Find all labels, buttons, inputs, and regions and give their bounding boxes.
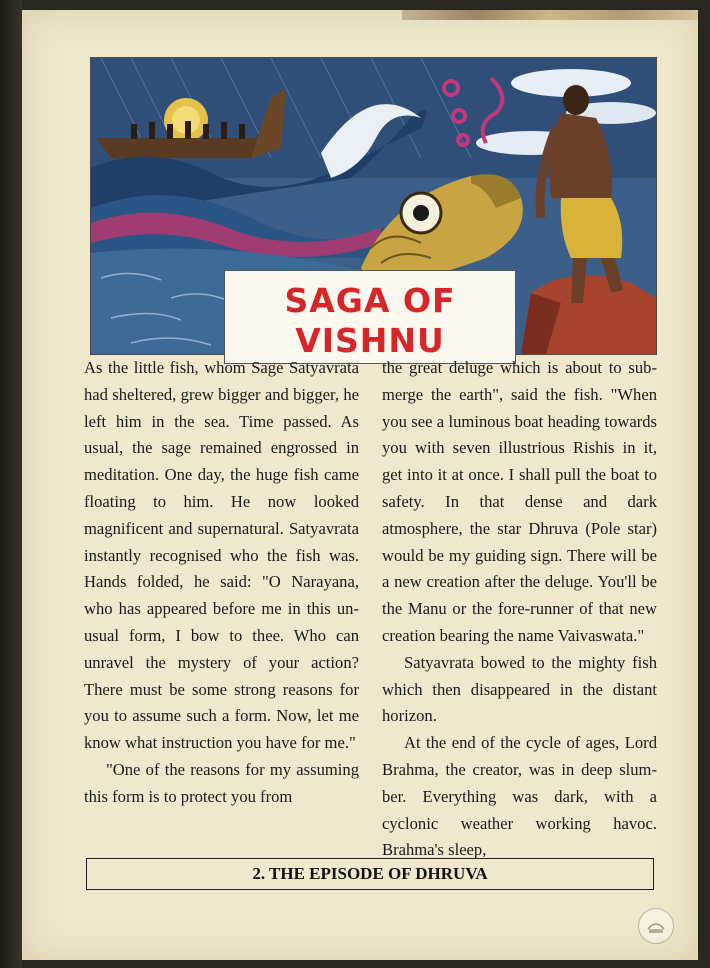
- title-box: [224, 270, 516, 364]
- paragraph: Satyavrata bowed to the mighty fish which then disappeared in the distant horizon.: [382, 652, 657, 726]
- story-column-right: [382, 355, 657, 864]
- story-column-left: [84, 355, 359, 811]
- paragraph: "One of the reasons for my assuming this form is to protect you from: [84, 759, 359, 806]
- paragraph: At the end of the cycle of ages, Lord Brahma, the creator, was in deep slumber. Everything was dark, with a cyclonic weather working havoc. Brahma's sleep,: [382, 733, 657, 860]
- paragraph: As the little fish, whom Sage Satyavrata had sheltered, grew bigger and bigger, he left him in the sea. Time passed. As usual, the sage remained engrossed in meditation. One day, the huge fish came floating to him. He now looked magnificent and supernatural. Satyavrata instantly recognised who the fish was. Hands folded, he said: "O Narayana, who has appeared before me in this unusual form, I bow to thee. Who can unravel the mystery of your action? There must be some strong reasons for you to assume such a form. Now, let me know what instruction you have for me.": [84, 358, 359, 753]
- paragraph: the great deluge which is about to submerge the earth", said the fish. "When you see a luminous boat heading towards you with seven illustrious Rishis in it, get into it at once. I shall pull the boat to safety. In that dense and dark atmosphere, the star Dhruva (Pole star) would be my guiding sign. There will be a new creation after the deluge. You'll be the Manu or the fore-runner of that new creation bearing the name Vaivaswata.": [382, 358, 657, 645]
- page-top-strip: [402, 10, 698, 20]
- title-vishnu: VISHNU: [295, 321, 445, 360]
- scan-left-edge: [0, 0, 22, 968]
- episode-title-box: 2. THE EPISODE OF DHRUVA: [86, 858, 654, 890]
- library-stamp-icon: [638, 908, 674, 944]
- title-saga-of: SAGA OF: [284, 281, 456, 320]
